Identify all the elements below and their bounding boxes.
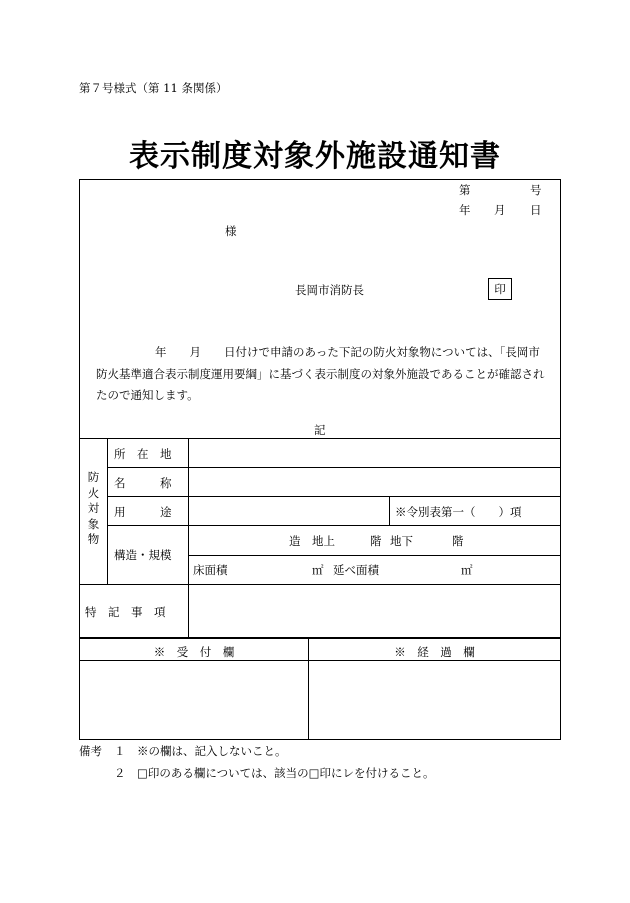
- progress-header: ※ 経 過 欄: [394, 645, 475, 659]
- structure-floors-above: 階: [370, 534, 382, 548]
- sender-name: 長岡市消防長: [295, 283, 364, 297]
- floor-area-unit: ㎡: [312, 563, 324, 577]
- special-notes-label: 特 記 事 項: [85, 605, 166, 619]
- frame-right: [560, 179, 561, 739]
- document-title: 表示制度対象外施設通知書: [129, 139, 501, 174]
- total-area-label: 延べ面積: [333, 563, 379, 577]
- remarks-item2: □印のある欄については、該当の□印にレを付けること。: [137, 766, 435, 780]
- seal-box: 印: [488, 278, 512, 300]
- form-number: 第７号様式（第 11 条関係）: [79, 81, 228, 95]
- row-line-2: [107, 496, 561, 497]
- remarks-item1: ※の欄は、記入しないこと。: [137, 744, 287, 758]
- row-line-3: [107, 525, 561, 526]
- number-prefix: 第: [459, 183, 471, 197]
- structure-floors-below: 階: [452, 534, 464, 548]
- paragraph-line-3: たので通知します。: [96, 388, 199, 402]
- use-note-divider: [389, 496, 390, 525]
- addressee-suffix: 様: [225, 224, 237, 238]
- row-label-name: 名 称: [114, 476, 172, 490]
- group-divider: [107, 438, 108, 584]
- year-label: 年: [459, 203, 471, 217]
- record-heading: 記: [314, 423, 326, 437]
- table-divider-bold: [79, 637, 561, 639]
- day-label: 日: [530, 203, 542, 217]
- reception-header: ※ 受 付 欄: [153, 645, 235, 659]
- row-label-use: 用 途: [114, 505, 172, 519]
- total-area-unit: ㎡: [461, 563, 473, 577]
- paragraph-line-2: 防火基準適合表示制度運用要綱」に基づく表示制度の対象外施設であることが確認され: [96, 366, 545, 381]
- structure-below-ground: 地下: [390, 534, 413, 548]
- bottom-header-line: [79, 660, 561, 661]
- special-notes-field[interactable]: [190, 586, 558, 636]
- use-note: ※令別表第一（ ）項: [395, 505, 522, 519]
- row-line-1: [107, 467, 561, 468]
- structure-zo: 造: [289, 534, 301, 548]
- row-label-location: 所 在 地: [114, 447, 172, 461]
- month-label: 月: [494, 203, 506, 217]
- row-label-structure: 構造・規模: [114, 548, 172, 562]
- structure-mid-line: [188, 555, 561, 556]
- number-suffix: 号: [530, 183, 542, 197]
- paragraph-line-1: 年 月 日付けで申請のあった下記の防火対象物については、「長岡市: [155, 345, 540, 359]
- name-field[interactable]: [190, 469, 558, 495]
- table-top-line: [79, 438, 561, 439]
- group-label-fire-target: 防 火 対 象 物: [87, 470, 100, 546]
- body-paragraph: [96, 342, 557, 407]
- row-line-4: [79, 584, 561, 585]
- frame-top: [79, 179, 561, 180]
- frame-bottom: [79, 739, 561, 740]
- remarks-label: 備考: [79, 744, 102, 758]
- remarks-item1-number: １: [114, 744, 126, 758]
- label-divider: [188, 438, 189, 638]
- structure-above-ground: 地上: [312, 534, 335, 548]
- floor-area-label: 床面積: [193, 563, 228, 577]
- use-field[interactable]: [190, 498, 387, 524]
- remarks-item2-number: ２: [114, 766, 126, 780]
- location-field[interactable]: [190, 440, 558, 466]
